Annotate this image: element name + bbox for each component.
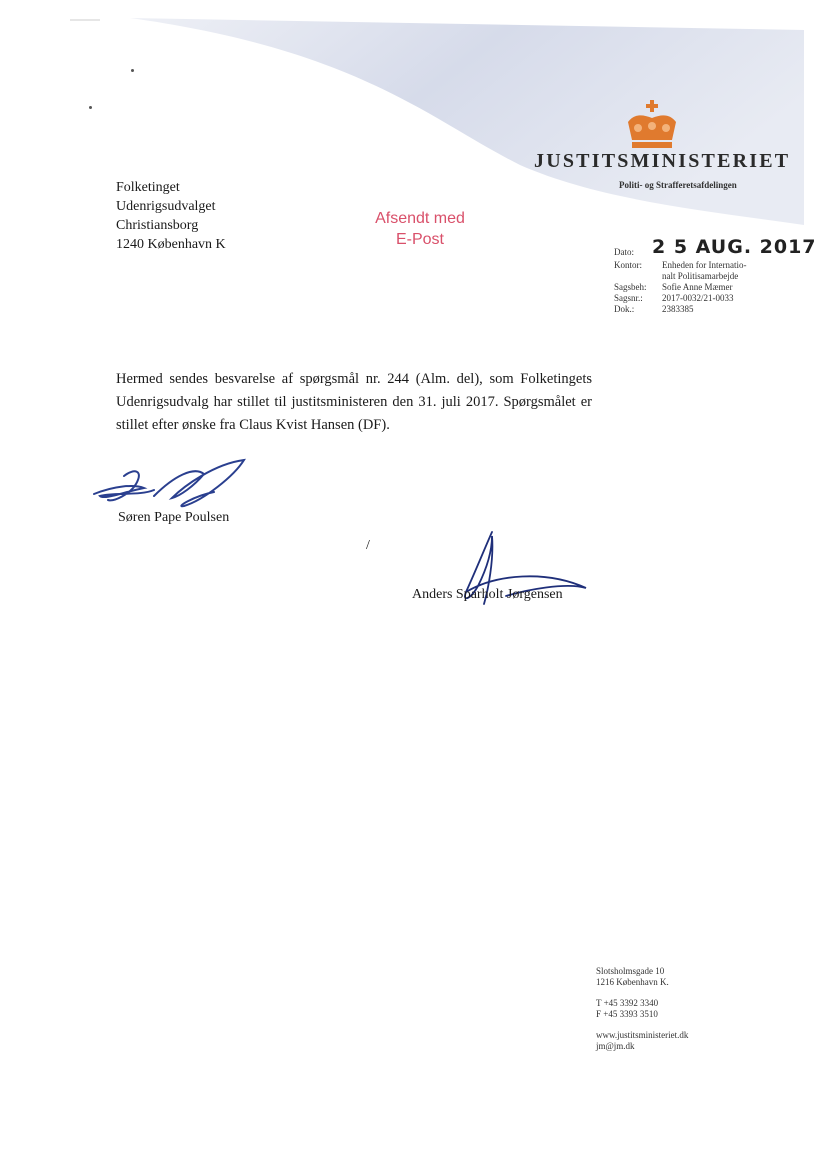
footer-address-line: Slotsholmsgade 10 bbox=[596, 966, 665, 976]
recipient-line: Udenrigsudvalget bbox=[116, 199, 216, 214]
signatory-name: Anders Sparholt Jørgensen bbox=[412, 587, 563, 602]
scan-speck bbox=[89, 106, 92, 109]
meta-value: Enheden for Internatio- bbox=[662, 260, 747, 270]
recipient-address bbox=[116, 178, 226, 254]
meta-row bbox=[614, 304, 817, 315]
meta-label bbox=[614, 271, 662, 282]
meta-value: nalt Politisamarbejde bbox=[662, 271, 739, 281]
meta-label: Kontor: bbox=[614, 260, 642, 270]
meta-value: 2017-0032/21-0033 bbox=[662, 293, 734, 303]
meta-value: 2383385 bbox=[662, 304, 694, 314]
department-name: Politi- og Strafferetsafdelingen bbox=[619, 180, 737, 190]
sent-stamp-line: Afsendt med bbox=[375, 210, 465, 227]
crown-logo-icon bbox=[624, 100, 680, 152]
signature-anders-sparholt-jorgensen-icon bbox=[436, 530, 606, 620]
meta-label: Sagsnr.: bbox=[614, 293, 643, 303]
signatory-name: Søren Pape Poulsen bbox=[118, 510, 230, 525]
meta-label: Dok.: bbox=[614, 304, 635, 314]
recipient-line: Folketinget bbox=[116, 180, 180, 195]
meta-row bbox=[614, 260, 817, 271]
sent-stamp bbox=[360, 208, 480, 250]
footer-fax: F +45 3393 3510 bbox=[596, 1009, 658, 1019]
letter-body: Hermed sendes besvarelse af spørgsmål nr. 244 (Alm. del), som Folketingets Udenrigsudvalg har stillet til justitsministeren den 31. juli 2017. Spørgsmålet er stillet efter ønske fra Claus Kvist Hansen (DF). bbox=[116, 371, 592, 433]
meta-row bbox=[614, 271, 817, 282]
scan-speck bbox=[131, 69, 134, 72]
meta-label: Dato: bbox=[614, 247, 634, 257]
scan-mark: / bbox=[366, 538, 370, 553]
document-meta bbox=[614, 236, 817, 315]
ministry-name: JUSTITSMINISTERIET bbox=[534, 150, 791, 172]
meta-row bbox=[614, 293, 817, 304]
meta-value: Sofie Anne Mæmer bbox=[662, 282, 733, 292]
meta-row bbox=[614, 282, 817, 293]
meta-date-row bbox=[614, 236, 817, 258]
date-stamp: 2 5 AUG. 2017 bbox=[652, 236, 817, 258]
signature-soren-pape-poulsen-icon bbox=[84, 456, 264, 516]
recipient-line: Christiansborg bbox=[116, 218, 199, 233]
meta-label: Sagsbeh: bbox=[614, 282, 647, 292]
recipient-line: 1240 København K bbox=[116, 237, 226, 252]
sent-stamp-line: E-Post bbox=[395, 231, 444, 248]
footer-phone: T +45 3392 3340 bbox=[596, 998, 659, 1008]
footer-website-link[interactable]: www.justitsministeriet.dk bbox=[596, 1030, 689, 1040]
footer-address-line: 1216 København K. bbox=[596, 977, 669, 987]
footer-email-link[interactable]: jm@jm.dk bbox=[596, 1041, 635, 1051]
footer-contact bbox=[596, 966, 688, 1052]
